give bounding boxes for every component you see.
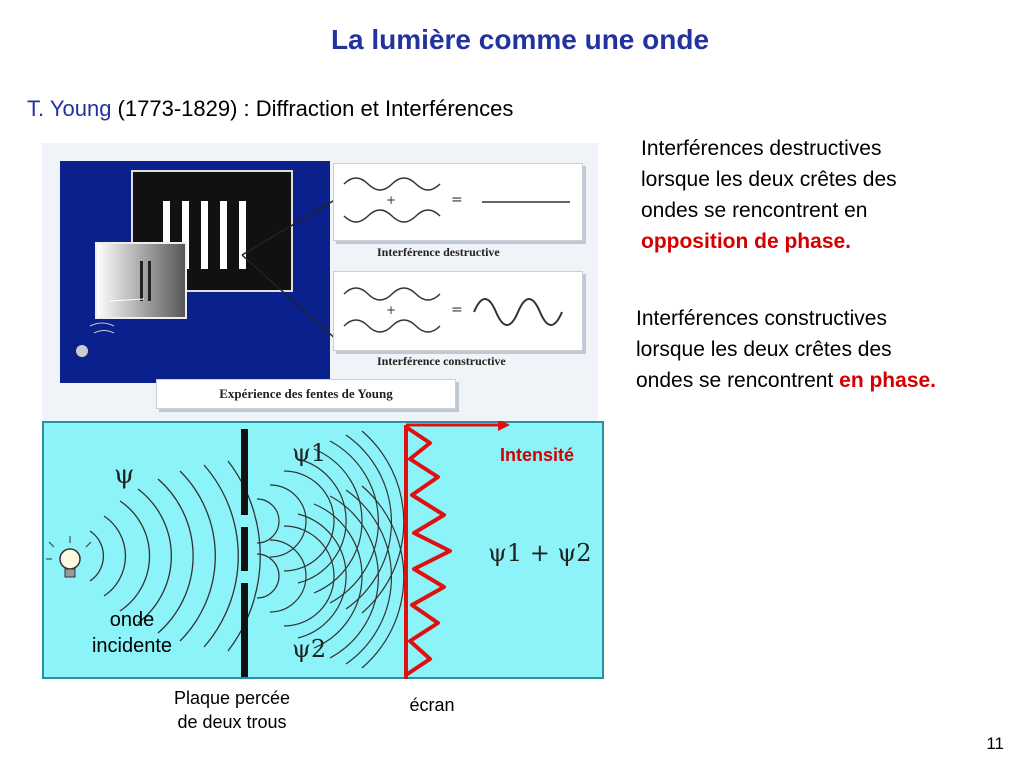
destructive-plus: + xyxy=(386,193,397,207)
incident-wave-line-2: incidente xyxy=(91,635,173,657)
caption-box xyxy=(156,379,456,409)
psi2-label: ψ2 xyxy=(292,635,327,663)
subtitle-name: T. Young xyxy=(27,96,112,121)
double-slit-plate xyxy=(241,429,248,677)
screen-caption: écran xyxy=(409,695,455,715)
intensity-curve xyxy=(406,427,450,675)
destructive-panel xyxy=(333,163,583,241)
interference-diagram xyxy=(42,421,604,679)
subtitle-rest: (1773-1829) : Diffraction et Interférences xyxy=(111,96,514,121)
psi-sum-label: ψ1 + ψ2 xyxy=(488,539,592,567)
constructive-equals: = xyxy=(451,302,463,318)
constructive-text xyxy=(636,303,936,396)
incident-wave-line-1: onde xyxy=(109,609,155,631)
slide-subtitle xyxy=(27,96,513,122)
constructive-plus: + xyxy=(386,303,397,317)
destructive-line-1: Interférences destructives xyxy=(641,137,882,160)
page-number: 11 xyxy=(986,734,1004,753)
incident-wave-label xyxy=(72,607,192,659)
young-experiment-illustration xyxy=(42,143,598,421)
destructive-text xyxy=(641,133,897,257)
intensity-arrowhead xyxy=(498,421,510,431)
destructive-line-3: ondes se rencontrent en xyxy=(641,199,868,222)
constructive-line-2: lorsque les deux crêtes des xyxy=(636,338,892,361)
destructive-wave-drawing xyxy=(334,164,582,240)
psi1-label: ψ1 xyxy=(292,439,327,467)
intensity-label: Intensité xyxy=(500,445,575,465)
constructive-line-3: ondes se rencontrent xyxy=(636,369,840,392)
plate-caption xyxy=(150,686,314,734)
constructive-wave-drawing xyxy=(334,272,582,350)
plate-caption-line-1: Plaque percée xyxy=(173,688,291,708)
plate-caption-line-2: de deux trous xyxy=(177,712,287,732)
constructive-highlight: en phase. xyxy=(839,369,937,392)
experiment-caption: Expérience des fentes de Young xyxy=(219,386,393,401)
light-bulb-icon xyxy=(46,536,91,577)
destructive-highlight: opposition de phase. xyxy=(641,230,852,253)
psi-label: ψ xyxy=(114,460,135,490)
destructive-equals: = xyxy=(451,192,463,208)
label-constructive: Interférence constructive xyxy=(377,354,506,368)
destructive-line-2: lorsque les deux crêtes des xyxy=(641,168,897,191)
constructive-panel xyxy=(333,271,583,351)
diffracted-wavefronts xyxy=(257,431,404,668)
constructive-line-1: Interférences constructives xyxy=(636,307,887,330)
slide-title: La lumière comme une onde xyxy=(330,24,710,55)
label-destructive: Interférence destructive xyxy=(377,245,500,259)
